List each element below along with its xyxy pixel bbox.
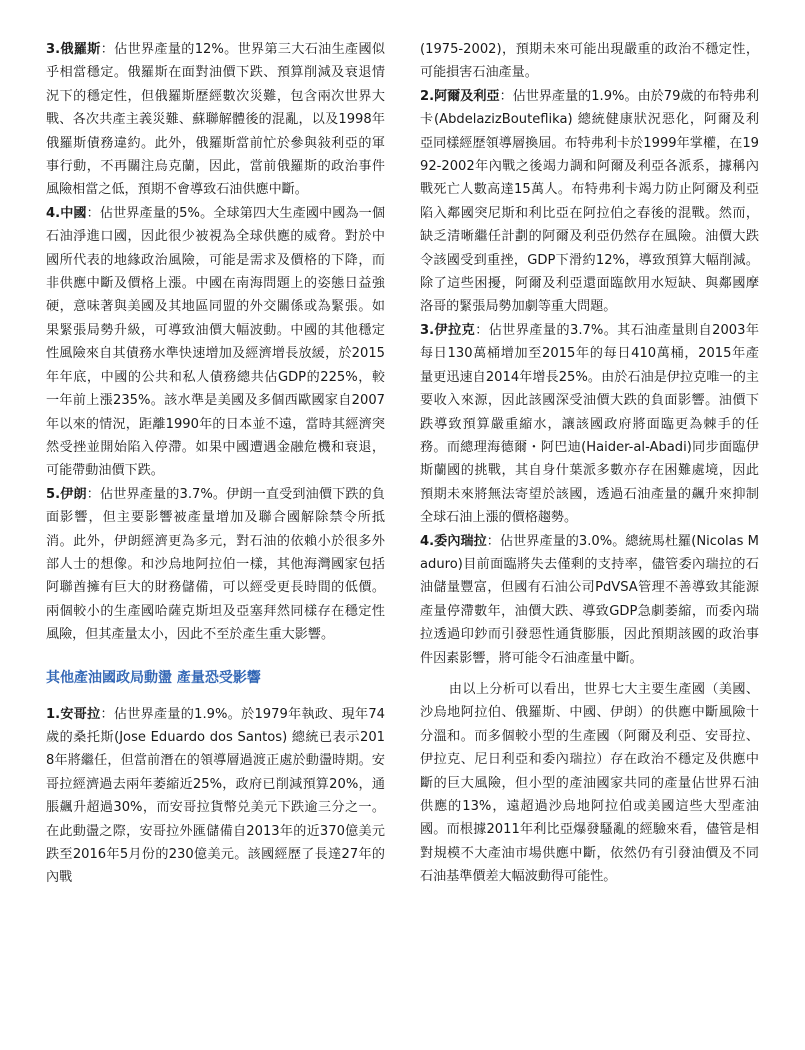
heading-russia: 3.俄羅斯 xyxy=(46,42,101,57)
heading-angola: 1.安哥拉 xyxy=(46,706,101,722)
text-angola: ：佔世界產量的1.9%。於1979年執政、現年74歲的桑托斯(Jose Eduardo dos Santos) 總統已表示2018年將繼任，但當前潛在的領導層過渡正處於動盪時期。安哥拉經濟過去兩年萎縮近25%，政府已削減預算20%，通脹飆升超過30%，而安哥拉貨幣兑美元下跌逾三分之一。在此動盪之際，安哥拉外匯儲備自2013年的近370億美元跌至2016年5月份的230億美元。該國經歷了長達27年的內戰 xyxy=(46,706,386,886)
paragraph-algeria xyxy=(420,85,759,319)
left-column xyxy=(46,38,385,1050)
paragraph-china xyxy=(46,202,385,483)
text-iran: ：佔世界產量的3.7%。伊朗一直受到油價下跌的負面影響，但主要影響被產量增加及聯合國解除禁令所抵消。此外，伊朗經濟更為多元，對石油的依賴小於很多外部人士的想像。和沙烏地阿拉伯一樣，其他海灣國家包括阿聯酋擁有巨大的財務儲備，可以經受更長時間的低價。兩個較小的生產國哈薩克斯坦及亞塞拜然同樣存在穩定性風險，但其產量太小，因此不至於產生重大影響。 xyxy=(46,486,386,643)
paragraph-conclusion: 由以上分析可以看出，世界七大主要生產國（美國、沙烏地阿拉伯、俄羅斯、中國、伊朗）的供應中斷風險十分溫和。而多個較小型的生產國（阿爾及利亞、安哥拉、伊拉克、尼日利亞和委內瑞拉）存在政治不穩定及供應中斷的巨大風險，但小型的產油國家共同的產量佔世界石油供應的13%，遠超過沙烏地阿拉伯或美國這些大型產油國。而根據2011年利比亞爆發騷亂的經驗來看，儘管是相對規模不大產油市場供應中斷，依然仍有引發油價及不同石油基準價差大幅波動得可能性。 xyxy=(420,681,759,885)
paragraph-iraq xyxy=(420,319,759,530)
heading-china: 4.中國 xyxy=(46,205,87,221)
heading-iraq: 3.伊拉克 xyxy=(420,322,476,338)
heading-iran: 5.伊朗 xyxy=(46,486,87,502)
text-china: ：佔世界產量的5%。全球第四大生產國中國為一個石油淨進口國，因此很少被視為全球供應的威脅。對於中國所代表的地緣政治風險，可能是需求及價格的下降，而非供應中斷及價格上漲。中國在南海問題上的姿態日益強硬，意味著與美國及其地區同盟的外交關係或為緊張。如果緊張局勢升級，可導致油價大幅波動。中國的其他穩定性風險來自其債務水準快速增加及經濟增長放緩，於2015年年底，中國的公共和私人債務總共佔GDP的225%，較一年前上漲235%。該水準是美國及多個西歐國家自2007年以來的情況，距離1990年的日本並不遠，當時其經濟突然受挫並開始陷入停滯。如果中國遭遇金融危機和衰退，可能帶動油價下跌。 xyxy=(46,205,385,479)
paragraph-angola xyxy=(46,703,385,890)
paragraph-venezuela xyxy=(420,530,759,670)
text-russia: ：佔世界產量的12%。世界第三大石油生產國似乎相當穩定。俄羅斯在面對油價下跌、預算削減及衰退情況下的穩定性，但俄羅斯歷經數次災難，包含兩次世界大戰、各次共產主義災難、蘇聯解體後的混亂，以及1998年俄羅斯債務違約。此外，俄羅斯當前忙於參與敍利亞的軍事行動，不再關注烏克蘭，因此，當前俄羅斯的政治事件風險相當之低，預期不會導致石油供應中斷。 xyxy=(46,42,385,198)
heading-venezuela: 4.委內瑞拉 xyxy=(420,533,487,549)
text-iraq: ：佔世界產量的3.7%。其石油產量則自2003年每日130萬桶增加至2015年的每日410萬桶，2015年產量更迅速自2014年增長25%。由於石油是伊拉克唯一的主要收入來源，因此該國深受油價大跌的負面影響。油價下跌導致預算嚴重縮水，讓該國政府將面臨更為棘手的任務。而總理海德爾・阿巴迪(Haider-al-Abadi)同步面臨伊斯蘭國的挑戰，其自身什葉派多數亦存在困難處境，因此預期未來將無法寄望於該國，透過石油產量的飆升來抑制全球石油上漲的價格趨勢。 xyxy=(420,322,759,526)
right-column xyxy=(420,38,759,1050)
paragraph-angola-continued: (1975-2002)，預期未來可能出現嚴重的政治不穩定性，可能損害石油產量。 xyxy=(420,42,759,81)
section-title: 其他產油國政局動盪 產量恐受影響 xyxy=(46,669,261,686)
paragraph-russia xyxy=(46,38,385,202)
heading-algeria: 2.阿爾及利亞 xyxy=(420,88,500,104)
text-venezuela: ：佔世界產量的3.0%。總統馬杜羅(Nicolas Maduro)目前面臨將失去僅剩的支持率，儘管委內瑞拉的石油儲量豐富，但國有石油公司PdVSA管理不善導致其能源產量停滯數年，油價大跌、導致GDP急劇萎縮，而委內瑞拉透過印鈔而引發惡性通貨膨脹，因此預期該國的政治事件因素影響，將可能令石油產量中斷。 xyxy=(420,533,759,666)
text-algeria: ：佔世界產量的1.9%。由於79歲的布特弗利卡(AbdelazizBouteflika) 總統健康狀況惡化，阿爾及利亞同樣經歷領導層換屆。布特弗利卡於1999年掌權，在1992-2002年內戰之後竭力調和阿爾及利亞各派系，據稱內戰死亡人數高達15萬人。布特弗利卡竭力防止阿爾及利亞陷入鄰國突尼斯和利比亞在阿拉伯之春後的混戰。然而，缺乏清晰繼任計劃的阿爾及利亞仍然存在風險。油價大跌令該國受到重挫，GDP下滑約12%，導致預算大幅削減。除了這些困擾，阿爾及利亞還面臨飲用水短缺、與鄰國摩洛哥的緊張局勢加劇等重大問題。 xyxy=(420,88,759,315)
paragraph-iran xyxy=(46,483,385,647)
